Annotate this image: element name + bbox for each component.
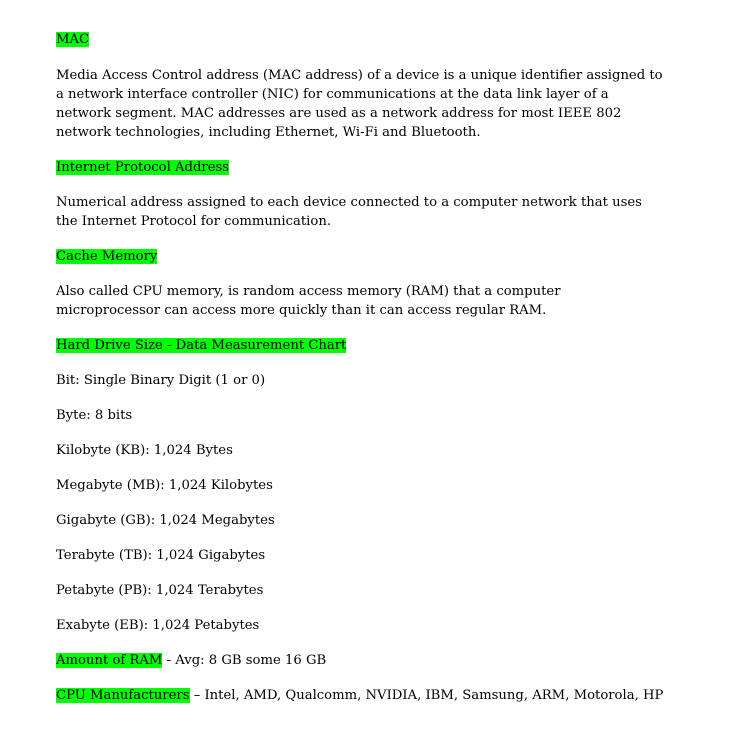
ip-line-1: Numerical address assigned to each device connected to a computer network that uses	[56, 195, 642, 210]
ip-line-2: the Internet Protocol for communication.	[56, 214, 332, 229]
hdd-item-bit: Bit: Single Binary Digit (1 or 0)	[56, 373, 266, 388]
hdd-item-byte: Byte: 8 bits	[56, 408, 133, 423]
hdd-item-megabyte: Megabyte (MB): 1,024 Kilobytes	[56, 478, 273, 493]
ram-text: - Avg: 8 GB some 16 GB	[162, 653, 327, 668]
ram-line	[56, 651, 686, 670]
cache-line-2: microprocessor can access more quickly than it can access regular RAM.	[56, 303, 547, 318]
heading-hdd	[56, 336, 686, 355]
highlighted-heading-cpu: CPU Manufacturers	[56, 688, 190, 703]
heading-mac	[56, 30, 686, 49]
cache-line-1: Also called CPU memory, is random access memory (RAM) that a computer	[56, 284, 561, 299]
hdd-item-exabyte: Exabyte (EB): 1,024 Petabytes	[56, 618, 260, 633]
hdd-item-gigabyte: Gigabyte (GB): 1,024 Megabytes	[56, 513, 275, 528]
highlighted-heading-cache: Cache Memory	[56, 249, 158, 264]
mac-line-4: network technologies, including Ethernet, Wi-Fi and Bluetooth.	[56, 125, 481, 140]
hdd-item-terabyte: Terabyte (TB): 1,024 Gigabytes	[56, 548, 266, 563]
heading-ip	[56, 158, 686, 177]
highlighted-heading-hdd: Hard Drive Size - Data Measurement Chart	[56, 338, 347, 353]
hdd-item-kilobyte: Kilobyte (KB): 1,024 Bytes	[56, 443, 233, 458]
highlighted-heading-mac: MAC	[56, 32, 90, 47]
mac-line-2: a network interface controller (NIC) for communications at the data link layer of a	[56, 87, 609, 102]
mac-line-1: Media Access Control address (MAC address) of a device is a unique identifier assigned to	[56, 68, 663, 83]
cpu-text: – Intel, AMD, Qualcomm, NVIDIA, IBM, Samsung, ARM, Motorola, HP	[189, 688, 664, 703]
hdd-item-petabyte: Petabyte (PB): 1,024 Terabytes	[56, 583, 264, 598]
cpu-line	[56, 686, 686, 705]
heading-cache	[56, 247, 686, 266]
highlighted-heading-ip: Internet Protocol Address	[56, 160, 230, 175]
highlighted-heading-ram: Amount of RAM	[56, 653, 163, 668]
mac-line-3: network segment. MAC addresses are used as a network address for most IEEE 802	[56, 106, 622, 121]
